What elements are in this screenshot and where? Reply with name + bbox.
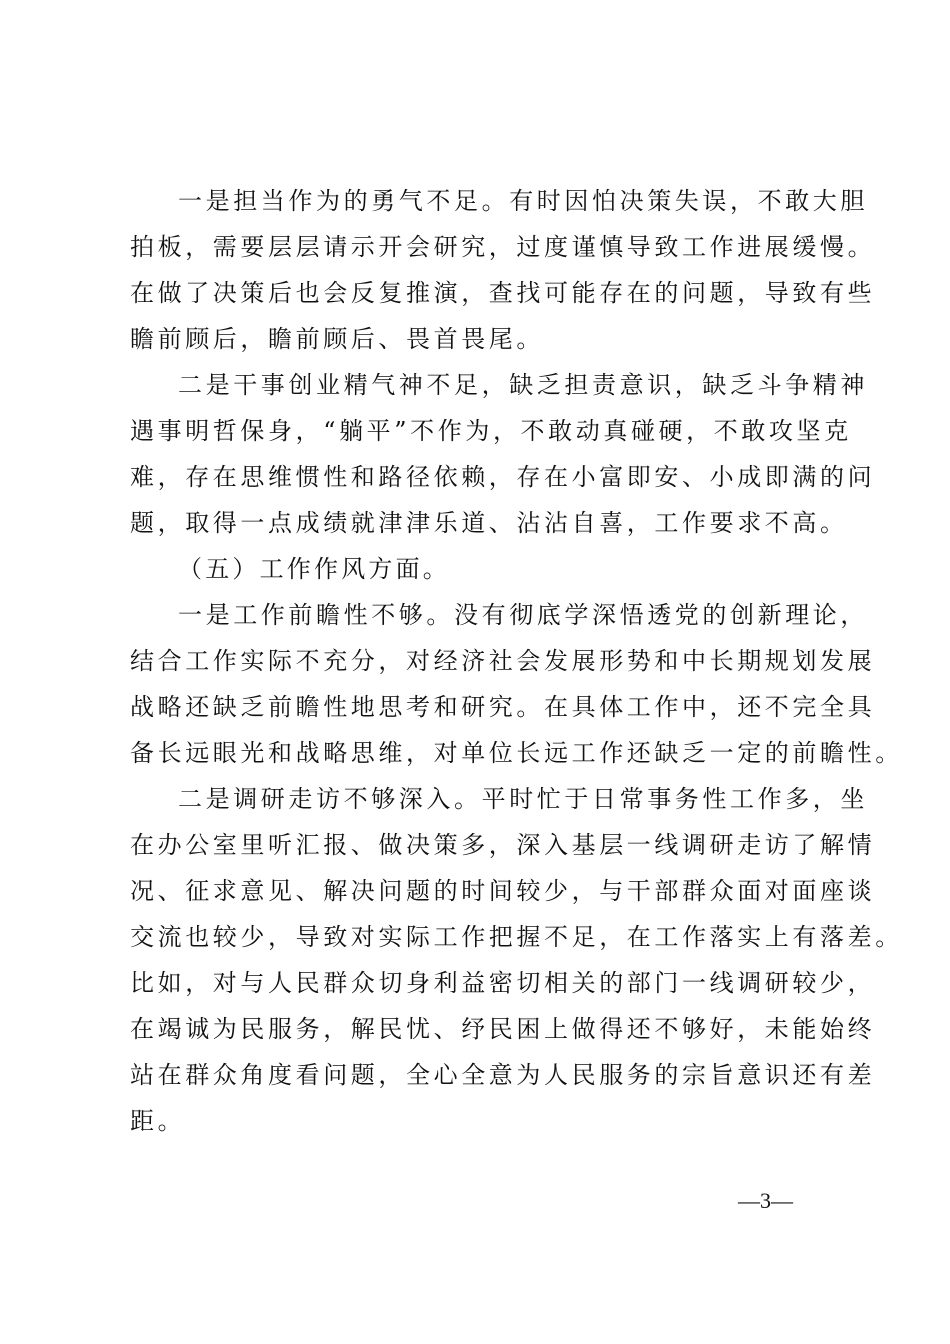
text-line: 难，存在思维惯性和路径依赖，存在小富即安、小成即满的问	[130, 463, 876, 491]
text-line: 一是工作前瞻性不够。没有彻底学深悟透党的创新理论，	[178, 601, 868, 629]
text-line: 二是调研走访不够深入。平时忙于日常事务性工作多，坐	[178, 785, 868, 813]
text-line: 拍板，需要层层请示开会研究，过度谨慎导致工作进展缓慢。	[130, 233, 876, 261]
text-line: 题，取得一点成绩就津津乐道、沾沾自喜，工作要求不高。	[130, 509, 848, 537]
text-line: 一是担当作为的勇气不足。有时因怕决策失误，不敢大胆	[178, 187, 868, 215]
paragraph-foresight	[130, 592, 903, 776]
text-line: 二是干事创业精气神不足，缺乏担责意识，缺乏斗争精神	[178, 371, 868, 399]
text-line: 瞻前顾后，瞻前顾后、畏首畏尾。	[130, 325, 544, 353]
text-line: 在做了决策后也会反复推演，查找可能存在的问题，导致有些	[130, 279, 876, 307]
text-line: 比如，对与人民群众切身利益密切相关的部门一线调研较少，	[130, 969, 876, 997]
text-line: 在办公室里听汇报、做决策多，深入基层一线调研走访了解情	[130, 831, 876, 859]
text-line: 备长远眼光和战略思维，对单位长远工作还缺乏一定的前瞻性。	[130, 739, 903, 767]
text-line: 遇事明哲保身，“躺平”不作为，不敢动真碰硬，不敢攻坚克	[130, 417, 852, 445]
paragraph-research-visits	[130, 776, 903, 1144]
text-line: 交流也较少，导致对实际工作把握不足，在工作落实上有落差。	[130, 923, 903, 951]
text-line: 在竭诚为民服务，解民忧、纾民困上做得还不够好，未能始终	[130, 1015, 876, 1043]
text-line: 战略还缺乏前瞻性地思考和研究。在具体工作中，还不完全具	[130, 693, 876, 721]
text-line: 况、征求意见、解决问题的时间较少，与干部群众面对面座谈	[130, 877, 876, 905]
paragraph-spirit	[130, 362, 876, 546]
section-heading: （五）工作作风方面。	[178, 555, 450, 583]
text-line: 站在群众角度看问题，全心全意为人民服务的宗旨意识还有差	[130, 1061, 876, 1089]
section-heading-work-style	[130, 546, 835, 592]
paragraph-courage	[130, 178, 876, 362]
document-body	[130, 178, 903, 1144]
text-line: 结合工作实际不充分，对经济社会发展形势和中长期规划发展	[130, 647, 876, 675]
page-number: —3—	[738, 1188, 793, 1213]
text-line: 距。	[130, 1107, 186, 1135]
